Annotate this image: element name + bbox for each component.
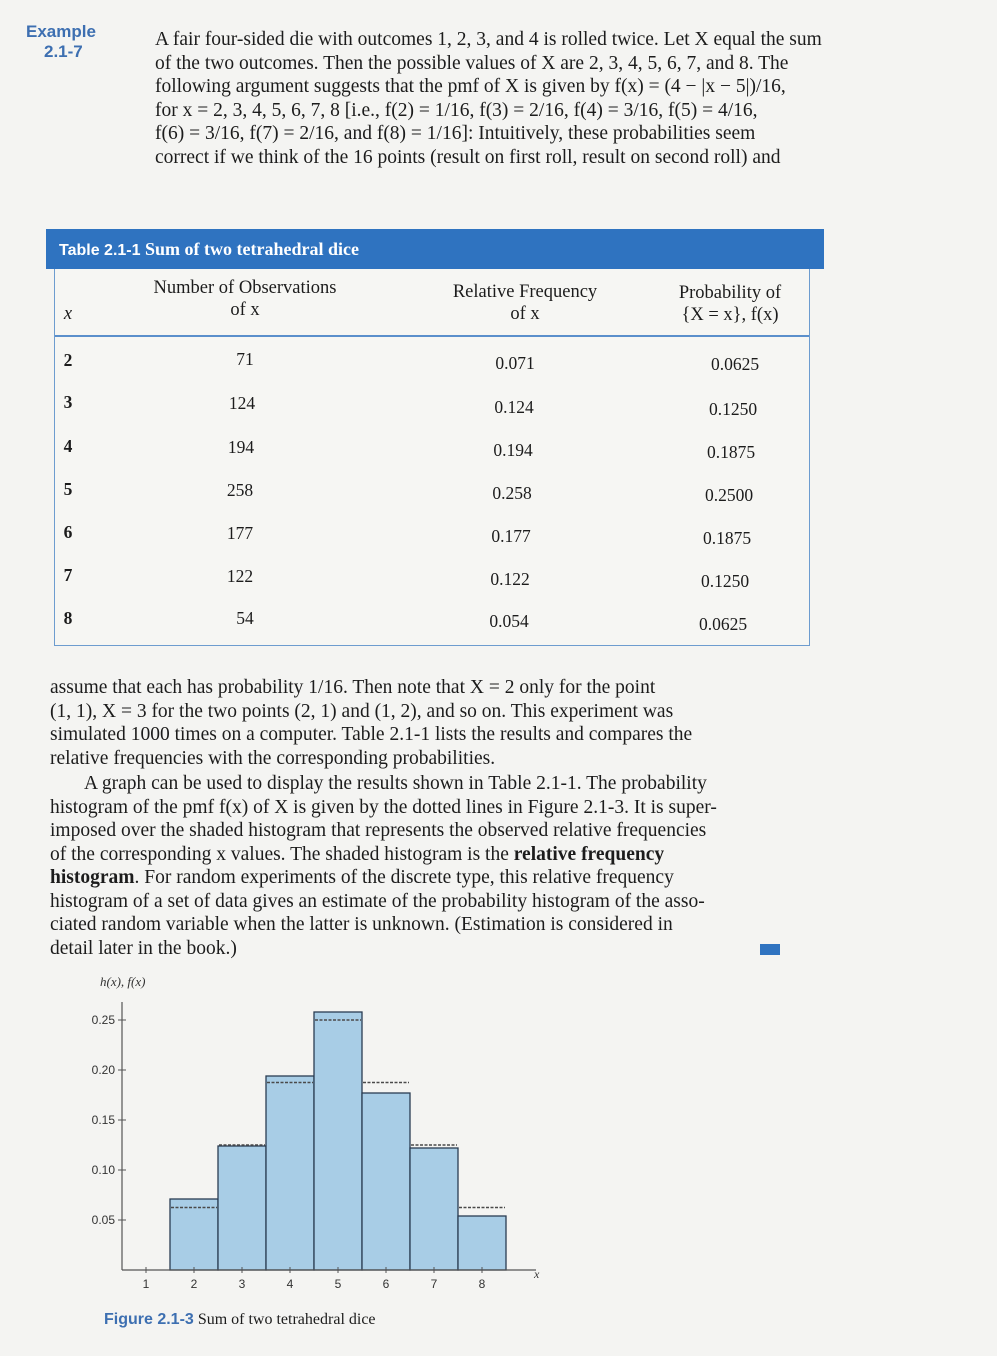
row-relative-frequency: 0.071 bbox=[495, 353, 535, 373]
example-text bbox=[155, 28, 941, 169]
text-fragment: . For random experiments of the discrete type, this relative frequency bbox=[134, 867, 674, 888]
header-relative-frequency bbox=[425, 281, 625, 325]
continued-text bbox=[50, 676, 788, 770]
relative-frequency-bar bbox=[410, 1148, 458, 1270]
row-x: 4 bbox=[63, 436, 73, 456]
example-label bbox=[26, 22, 116, 62]
row-observations: 122 bbox=[226, 566, 254, 586]
bold-term: histogram bbox=[50, 867, 135, 888]
text-line: f(6) = 3/16, f(7) = 2/16, and f(8) = 1/16]: Intuitively, these probabilities seem bbox=[155, 123, 756, 144]
header-relative-frequency-line1: Relative Frequency bbox=[452, 282, 598, 302]
histogram-chart bbox=[92, 972, 602, 1292]
text-line: simulated 1000 times on a computer. Table 2.1-1 lists the results and compares the bbox=[50, 724, 693, 745]
x-axis-label: x bbox=[534, 1267, 540, 1281]
row-x: 3 bbox=[63, 392, 73, 412]
row-relative-frequency: 0.177 bbox=[491, 526, 531, 546]
table-title-bar bbox=[46, 229, 824, 269]
header-probability bbox=[655, 282, 805, 326]
text-line: following argument suggests that the pmf of X is given by f(x) = (4 − |x − 5|)/16, bbox=[155, 76, 786, 97]
row-relative-frequency: 0.124 bbox=[494, 397, 534, 417]
relative-frequency-bar bbox=[218, 1146, 266, 1270]
header-observations bbox=[125, 277, 365, 321]
row-probability: 0.0625 bbox=[698, 614, 748, 634]
figure-caption bbox=[104, 1311, 376, 1329]
y-tick-label: 0.05 bbox=[92, 1213, 115, 1227]
text-line bbox=[50, 866, 784, 890]
relative-frequency-bar bbox=[362, 1093, 410, 1270]
row-probability: 0.0625 bbox=[710, 354, 760, 374]
row-observations: 194 bbox=[227, 437, 255, 457]
row-probability: 0.2500 bbox=[704, 485, 754, 505]
row-observations: 54 bbox=[236, 608, 254, 628]
row-probability: 0.1250 bbox=[700, 571, 750, 591]
relative-frequency-bar bbox=[458, 1216, 506, 1270]
example-number: 2.1-7 bbox=[44, 42, 83, 61]
text-line: assume that each has probability 1/16. Then note that X = 2 only for the point bbox=[50, 677, 656, 698]
x-tick-label: 5 bbox=[334, 1277, 342, 1291]
row-relative-frequency: 0.258 bbox=[492, 483, 532, 503]
row-probability: 0.1875 bbox=[706, 442, 756, 462]
text-line: relative frequencies with the corresponding probabilities. bbox=[50, 747, 496, 769]
row-observations: 177 bbox=[226, 523, 254, 543]
histogram-text bbox=[50, 772, 784, 960]
text-line bbox=[50, 843, 784, 867]
x-tick-label: 6 bbox=[382, 1277, 390, 1291]
y-tick-label: 0.10 bbox=[92, 1163, 115, 1177]
text-line: correct if we think of the 16 points (result on first roll, result on second roll) and bbox=[155, 146, 781, 168]
text-fragment: of the corresponding x values. The shaded histogram is the bbox=[50, 843, 514, 865]
y-axis-ticks bbox=[92, 1013, 126, 1227]
text-line: A fair four-sided die with outcomes 1, 2, 3, and 4 is rolled twice. Let X equal the sum bbox=[155, 29, 822, 50]
relative-frequency-bar bbox=[314, 1012, 362, 1270]
row-x: 5 bbox=[63, 479, 73, 499]
text-line: for x = 2, 3, 4, 5, 6, 7, 8 [i.e., f(2) = 1/16, f(3) = 2/16, f(4) = 3/16, f(5) = 4/16, bbox=[155, 99, 758, 121]
relative-frequency-bar bbox=[266, 1076, 314, 1270]
row-observations: 258 bbox=[226, 480, 254, 500]
example-word: Example bbox=[26, 22, 96, 41]
text-line: histogram of a set of data gives an estimate of the probability histogram of the asso- bbox=[50, 890, 705, 912]
header-relative-frequency-line2: of x bbox=[510, 304, 540, 324]
row-x: 2 bbox=[63, 350, 73, 370]
table-body bbox=[54, 269, 810, 646]
y-axis-label: h(x), f(x) bbox=[100, 974, 146, 989]
header-probability-line1: Probability of bbox=[678, 283, 782, 303]
row-x: 8 bbox=[63, 608, 73, 628]
header-observations-line2: of x bbox=[230, 300, 260, 320]
row-relative-frequency: 0.194 bbox=[493, 440, 533, 460]
header-probability-line2: {X = x}, f(x) bbox=[681, 305, 779, 325]
header-rule bbox=[55, 335, 809, 337]
header-x: x bbox=[63, 304, 73, 324]
x-tick-label: 4 bbox=[286, 1277, 294, 1291]
text-line: (1, 1), X = 3 for the two points (2, 1) and (1, 2), and so on. This experiment was bbox=[50, 700, 674, 722]
end-of-example-marker bbox=[760, 944, 780, 955]
text-line: imposed over the shaded histogram that represents the observed relative frequencies bbox=[50, 820, 707, 841]
row-x: 7 bbox=[63, 565, 73, 585]
table-label: Table 2.1-1 bbox=[59, 242, 141, 259]
x-tick-label: 8 bbox=[478, 1277, 486, 1291]
row-observations: 124 bbox=[228, 393, 256, 413]
figure-caption-text: Sum of two tetrahedral dice bbox=[197, 1311, 376, 1328]
row-probability: 0.1250 bbox=[708, 399, 758, 419]
y-tick-label: 0.25 bbox=[92, 1013, 115, 1027]
row-observations: 71 bbox=[236, 349, 254, 369]
row-relative-frequency: 0.054 bbox=[489, 611, 529, 631]
y-tick-label: 0.20 bbox=[92, 1063, 115, 1077]
x-tick-label: 7 bbox=[430, 1277, 438, 1291]
table-title: Sum of two tetrahedral dice bbox=[145, 239, 359, 259]
row-relative-frequency: 0.122 bbox=[490, 569, 530, 589]
bold-term: relative frequency bbox=[513, 843, 665, 865]
text-line: A graph can be used to display the results shown in Table 2.1-1. The probability bbox=[84, 773, 707, 794]
x-tick-label: 2 bbox=[190, 1277, 198, 1291]
figure-label: Figure 2.1-3 bbox=[104, 1311, 194, 1328]
row-probability: 0.1875 bbox=[702, 528, 752, 548]
relative-frequency-bar bbox=[170, 1199, 218, 1270]
y-tick-label: 0.15 bbox=[92, 1113, 115, 1127]
relative-frequency-bars bbox=[170, 1012, 506, 1270]
results-table bbox=[46, 229, 824, 646]
x-tick-label: 1 bbox=[142, 1277, 150, 1291]
row-x: 6 bbox=[63, 522, 73, 542]
text-line: ciated random variable when the latter is unknown. (Estimation is considered in bbox=[50, 914, 673, 935]
header-observations-line1: Number of Observations bbox=[153, 278, 337, 298]
text-line: detail later in the book.) bbox=[50, 937, 237, 959]
x-tick-label: 3 bbox=[238, 1277, 246, 1291]
text-line: histogram of the pmf f(x) of X is given by the dotted lines in Figure 2.1-3. It is super- bbox=[50, 796, 717, 818]
text-line: of the two outcomes. Then the possible values of X are 2, 3, 4, 5, 6, 7, and 8. The bbox=[155, 52, 789, 74]
